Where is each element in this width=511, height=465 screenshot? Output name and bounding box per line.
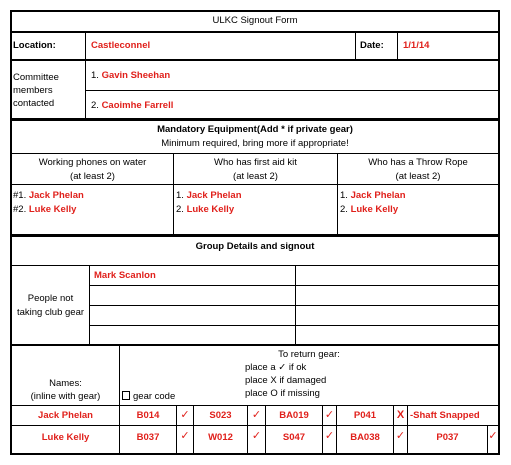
return-mark[interactable]: ✓: [251, 430, 262, 442]
gear-code-label: gear code: [122, 391, 175, 403]
no-gear-person[interactable]: Mark Scanlon: [94, 270, 156, 281]
info-icon: [122, 391, 130, 400]
group-details-heading: Group Details and signout: [195, 241, 315, 252]
committee-member[interactable]: 2. Caoimhe Farrell: [91, 100, 174, 111]
throw-rope-subheader: (at least 2): [395, 171, 441, 182]
first-aid-header: Who has first aid kit: [214, 157, 297, 168]
form-title: ULKC Signout Form: [212, 15, 298, 26]
return-instruction-ok: place a ✓ if ok: [245, 362, 307, 373]
return-mark[interactable]: ✓: [324, 409, 335, 421]
return-instructions-title: To return gear:: [278, 349, 340, 360]
gear-code[interactable]: P041: [353, 410, 377, 421]
gear-code[interactable]: BA038: [350, 432, 380, 443]
date-label: Date:: [360, 40, 384, 51]
phones-header: Working phones on water: [38, 157, 147, 168]
location-label: Location:: [13, 40, 56, 51]
first-aid-holder[interactable]: 2. Luke Kelly: [176, 204, 235, 215]
throw-rope-header: Who has a Throw Rope: [368, 157, 468, 168]
location-value[interactable]: Castleconnel: [91, 40, 151, 51]
phone-holder[interactable]: #2. Luke Kelly: [13, 204, 77, 215]
gear-code[interactable]: P037: [436, 432, 459, 443]
return-mark[interactable]: ✓: [488, 430, 498, 442]
return-mark[interactable]: ✓: [324, 430, 335, 442]
throw-rope-holder[interactable]: 1. Jack Phelan: [340, 190, 406, 201]
damage-note[interactable]: -Shaft Snapped: [410, 410, 480, 421]
committee-member[interactable]: 1. Gavin Sheehan: [91, 70, 171, 81]
first-aid-subheader: (at least 2): [233, 171, 278, 182]
return-mark[interactable]: ✓: [395, 430, 406, 442]
return-mark[interactable]: ✓: [180, 409, 190, 421]
equipment-heading: Mandatory Equipment(Add * if private gear): [157, 124, 353, 135]
phones-subheader: (at least 2): [70, 171, 115, 182]
gear-code[interactable]: W012: [208, 432, 233, 443]
gear-code[interactable]: B014: [136, 410, 160, 421]
gear-code[interactable]: S023: [209, 410, 232, 421]
return-instruction-damaged: place X if damaged: [245, 375, 327, 386]
equipment-subheading: Minimum required, bring more if appropriate!: [161, 138, 349, 149]
gear-code[interactable]: BA019: [279, 410, 309, 421]
return-mark[interactable]: ✓: [251, 409, 262, 421]
date-value[interactable]: 1/1/14: [403, 40, 430, 51]
return-mark[interactable]: X: [396, 409, 405, 421]
first-aid-holder[interactable]: 1. Jack Phelan: [176, 190, 242, 201]
return-row-name[interactable]: Luke Kelly: [41, 432, 90, 443]
gear-code[interactable]: S047: [282, 432, 306, 443]
throw-rope-holder[interactable]: 2. Luke Kelly: [340, 204, 399, 215]
return-row-name[interactable]: Jack Phelan: [38, 410, 93, 421]
gear-code[interactable]: B037: [136, 432, 160, 443]
return-instruction-missing: place O if missing: [245, 388, 320, 399]
phone-holder[interactable]: #1. Jack Phelan: [13, 190, 84, 201]
return-mark[interactable]: ✓: [180, 430, 190, 442]
